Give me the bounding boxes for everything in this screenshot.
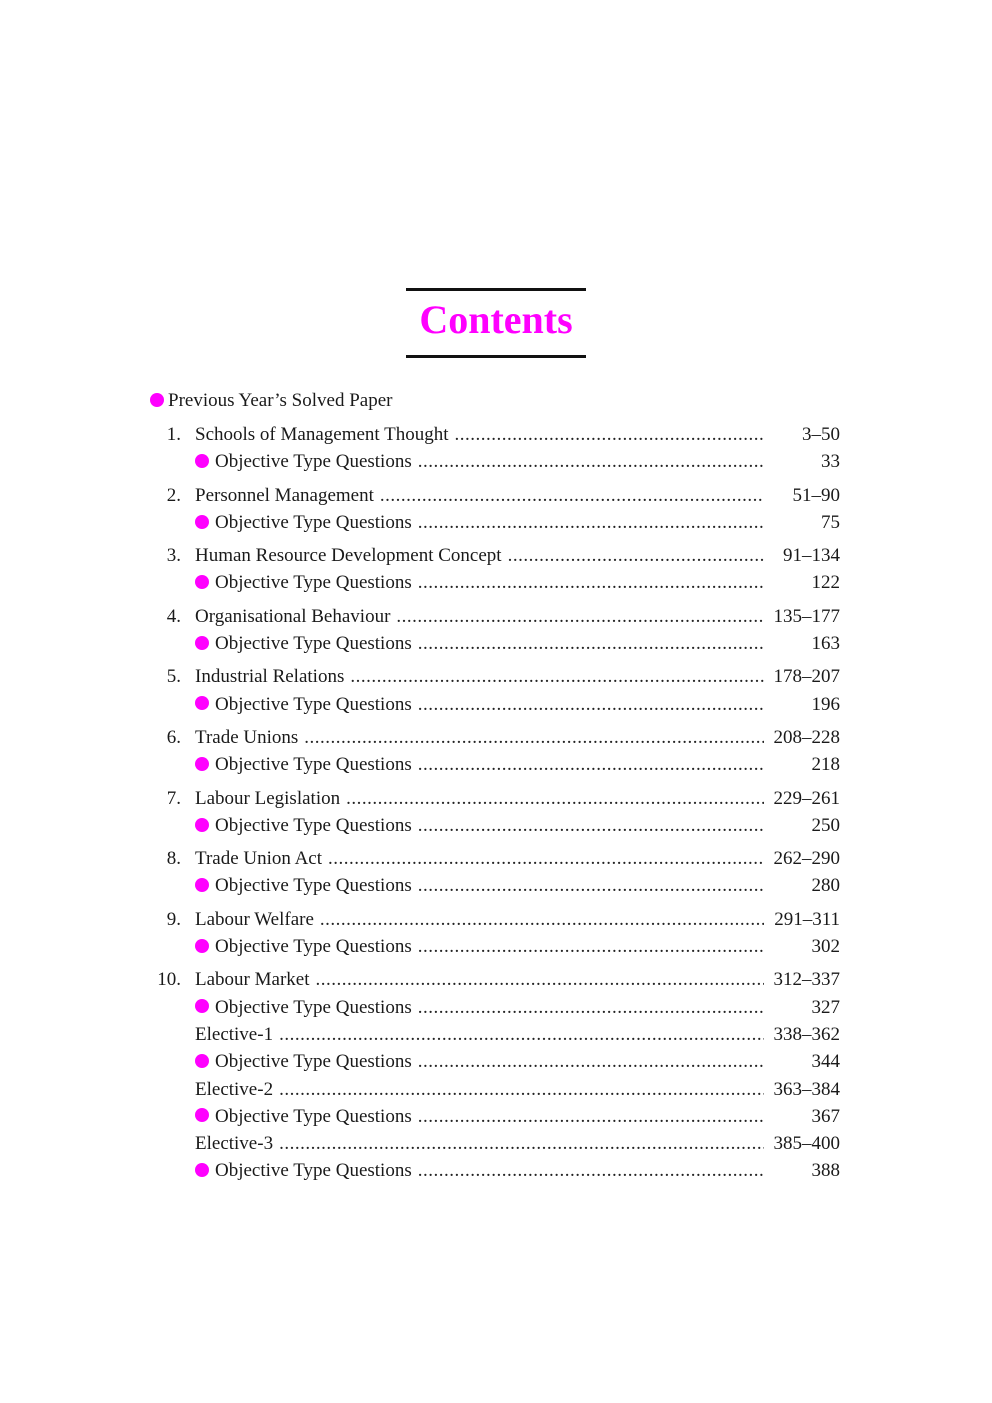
chapter-number: 6.	[166, 726, 181, 748]
objective-questions-row[interactable]	[150, 630, 840, 657]
entry-label	[195, 994, 412, 1021]
entry-title: Personnel Management	[195, 484, 374, 506]
chapter-number: 4.	[166, 605, 181, 627]
entry-label	[195, 812, 412, 839]
entry-title: Objective Type Questions	[215, 633, 412, 655]
page-range: 338–362	[773, 1023, 840, 1045]
objective-questions-row[interactable]	[150, 1157, 840, 1184]
dot-leader	[418, 872, 764, 899]
entry-label	[195, 630, 412, 657]
entry-title: Elective-2	[195, 1078, 274, 1100]
chapter-row[interactable]	[150, 845, 840, 872]
bullet-icon	[195, 818, 209, 832]
elective-row[interactable]	[150, 1021, 840, 1048]
page-range: 135–177	[773, 605, 840, 627]
entry-title: Labour Market	[195, 969, 310, 991]
entry-title: Elective-1	[195, 1023, 274, 1045]
entry-title: Trade Unions	[195, 726, 299, 748]
page-range: 33	[821, 451, 840, 473]
dot-leader	[418, 691, 764, 718]
objective-questions-row[interactable]	[150, 751, 840, 778]
entry-label	[195, 421, 448, 448]
entry-label	[195, 1157, 412, 1184]
toc-entry	[150, 906, 840, 961]
elective-row[interactable]	[150, 1130, 840, 1157]
entry-label	[195, 1048, 412, 1075]
toc-entry	[150, 663, 840, 718]
chapter-row[interactable]	[150, 785, 840, 812]
chapter-row[interactable]	[150, 724, 840, 751]
entry-title: Schools of Management Thought	[195, 424, 449, 445]
toc-entry	[150, 845, 840, 900]
entry-label	[195, 448, 412, 475]
bullet-icon	[150, 393, 164, 407]
dot-leader	[350, 663, 764, 690]
entry-label	[195, 663, 344, 690]
entry-label	[195, 785, 340, 812]
entry-title: Elective-3	[195, 1133, 274, 1155]
entry-title: Objective Type Questions	[215, 1160, 412, 1182]
entry-label	[195, 542, 502, 569]
entry-title: Objective Type Questions	[215, 936, 412, 958]
chapter-row[interactable]	[150, 663, 840, 690]
entry-label	[195, 906, 314, 933]
table-of-contents	[150, 421, 840, 1185]
dot-leader	[418, 1157, 764, 1184]
page-range: 385–400	[773, 1133, 840, 1155]
chapter-number: 5.	[166, 666, 181, 688]
entry-label	[195, 724, 298, 751]
page-range: 262–290	[773, 848, 840, 870]
page-range: 178–207	[773, 666, 840, 688]
dot-leader	[418, 751, 764, 778]
bullet-icon	[195, 757, 209, 771]
page-range: 312–337	[773, 969, 840, 991]
page-range: 51–90	[792, 484, 840, 506]
chapter-row[interactable]	[150, 966, 840, 993]
chapter-number: 10.	[157, 969, 181, 991]
toc-entry	[150, 785, 840, 840]
entry-label	[195, 872, 412, 899]
entry-label	[195, 603, 390, 630]
chapter-row[interactable]	[150, 603, 840, 630]
bullet-icon	[195, 999, 209, 1013]
dot-leader	[418, 630, 764, 657]
dot-leader	[315, 966, 764, 993]
objective-questions-row[interactable]	[150, 448, 840, 475]
page-range: 367	[811, 1105, 840, 1127]
entry-label	[195, 1021, 273, 1048]
entry-title: Labour Welfare	[195, 908, 314, 930]
bullet-icon	[195, 454, 209, 468]
entry-title: Objective Type Questions	[215, 511, 412, 533]
dot-leader	[454, 421, 764, 448]
objective-questions-row[interactable]	[150, 994, 840, 1021]
objective-questions-row[interactable]	[150, 812, 840, 839]
bullet-icon	[195, 878, 209, 892]
dot-leader	[418, 569, 764, 596]
dot-leader	[418, 994, 764, 1021]
page-range: 122	[811, 572, 840, 594]
dot-leader	[508, 542, 764, 569]
entry-title: Objective Type Questions	[215, 1105, 412, 1127]
entry-label	[195, 509, 412, 536]
objective-questions-row[interactable]	[150, 509, 840, 536]
entry-label	[195, 482, 374, 509]
dot-leader	[418, 933, 764, 960]
entry-label	[195, 1076, 273, 1103]
bullet-icon	[195, 696, 209, 710]
entry-label	[195, 933, 412, 960]
entry-title: Objective Type Questions	[215, 996, 412, 1018]
entry-title: Labour Legislation	[195, 787, 341, 809]
toc-entry	[150, 542, 840, 597]
page-range: 3–50	[802, 424, 840, 445]
page-range: 229–261	[773, 787, 840, 809]
toc-entry	[150, 482, 840, 537]
objective-questions-row[interactable]	[150, 1103, 840, 1130]
entry-title: Organisational Behaviour	[195, 605, 391, 627]
page-range: 291–311	[774, 908, 840, 930]
entry-label	[195, 751, 412, 778]
chapter-row[interactable]	[150, 542, 840, 569]
toc-entry	[150, 421, 840, 476]
section-heading-label: Previous Year’s Solved Paper	[168, 390, 393, 411]
bullet-icon	[195, 1054, 209, 1068]
objective-questions-row[interactable]	[150, 691, 840, 718]
entry-title: Objective Type Questions	[215, 572, 412, 594]
bullet-icon	[195, 1163, 209, 1177]
chapter-row[interactable]	[150, 482, 840, 509]
page-title: Contents	[419, 297, 573, 342]
entry-title: Objective Type Questions	[215, 754, 412, 776]
title-rule-bottom	[406, 355, 586, 358]
chapter-number: 1.	[166, 424, 181, 445]
chapter-number: 3.	[166, 545, 181, 567]
toc-entry	[150, 966, 840, 1184]
toc-entry	[150, 724, 840, 779]
dot-leader	[279, 1021, 764, 1048]
page-range: 344	[811, 1051, 840, 1073]
dot-leader	[418, 448, 764, 475]
chapter-number: 9.	[166, 908, 181, 930]
bullet-icon	[195, 575, 209, 589]
page-range: 208–228	[773, 726, 840, 748]
dot-leader	[380, 482, 764, 509]
entry-title: Objective Type Questions	[215, 451, 412, 473]
bullet-icon	[195, 636, 209, 650]
entry-title: Objective Type Questions	[215, 1051, 412, 1073]
bullet-icon	[195, 939, 209, 953]
entry-title: Industrial Relations	[195, 666, 345, 688]
dot-leader	[279, 1076, 764, 1103]
section-heading	[150, 388, 392, 414]
entry-label	[195, 845, 322, 872]
page-range: 327	[811, 996, 840, 1018]
page-range: 302	[811, 936, 840, 958]
chapter-number: 8.	[166, 848, 181, 870]
entry-title: Objective Type Questions	[215, 814, 412, 836]
page-range: 280	[811, 875, 840, 897]
dot-leader	[320, 906, 764, 933]
dot-leader	[279, 1130, 764, 1157]
dot-leader	[418, 812, 764, 839]
elective-row[interactable]	[150, 1076, 840, 1103]
objective-questions-row[interactable]	[150, 872, 840, 899]
page-range: 163	[811, 633, 840, 655]
page-range: 388	[811, 1160, 840, 1182]
entry-label	[195, 1103, 412, 1130]
page-range: 218	[811, 754, 840, 776]
chapter-number: 2.	[166, 484, 181, 506]
objective-questions-row[interactable]	[150, 569, 840, 596]
entry-title: Objective Type Questions	[215, 875, 412, 897]
page-range: 363–384	[773, 1078, 840, 1100]
chapter-row[interactable]	[150, 421, 840, 448]
title-rule-top	[406, 288, 586, 291]
contents-title-block	[406, 288, 586, 358]
page-range: 196	[811, 693, 840, 715]
entry-label	[195, 691, 412, 718]
dot-leader	[418, 1048, 764, 1075]
entry-label	[195, 966, 309, 993]
objective-questions-row[interactable]	[150, 1048, 840, 1075]
entry-title: Objective Type Questions	[215, 693, 412, 715]
dot-leader	[346, 785, 764, 812]
entry-title: Trade Union Act	[195, 848, 323, 870]
dot-leader	[304, 724, 764, 751]
page-range: 91–134	[783, 545, 840, 567]
entry-label	[195, 1130, 273, 1157]
entry-title: Human Resource Development Concept	[195, 545, 502, 567]
chapter-number: 7.	[166, 787, 181, 809]
objective-questions-row[interactable]	[150, 933, 840, 960]
dot-leader	[328, 845, 764, 872]
toc-entry	[150, 603, 840, 658]
dot-leader	[396, 603, 764, 630]
entry-label	[195, 569, 412, 596]
bullet-icon	[195, 515, 209, 529]
dot-leader	[418, 1103, 764, 1130]
dot-leader	[418, 509, 764, 536]
page-range: 75	[821, 511, 840, 533]
chapter-row[interactable]	[150, 906, 840, 933]
page-range: 250	[811, 814, 840, 836]
bullet-icon	[195, 1108, 209, 1122]
